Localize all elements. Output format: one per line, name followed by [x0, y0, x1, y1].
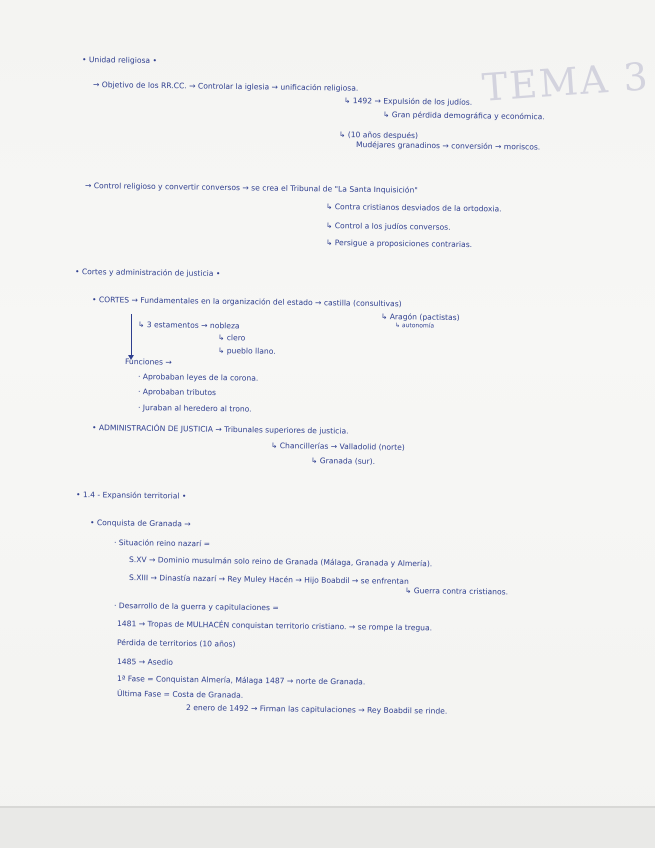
down-arrow-icon — [131, 314, 132, 358]
note-line: · Aprobaban leyes de la corona. — [137, 372, 259, 383]
note-line: ↳ Contra cristianos desviados de la ortodoxia. — [325, 202, 502, 214]
note-line: Última Fase = Costa de Granada. — [116, 689, 244, 700]
note-line: ↳ Guerra contra cristianos. — [404, 586, 509, 597]
section-heading: • 1.4 - Expansión territorial • — [75, 490, 187, 501]
note-line: Funciones → — [124, 357, 172, 367]
note-line: 1481 → Tropas de MULHACÉN conquistan territorio cristiano. → se rompe la tregua. — [116, 619, 433, 633]
note-line: ↳ pueblo llano. — [217, 346, 276, 356]
note-line: • Unidad religiosa • — [81, 55, 158, 66]
note-line: 1485 → Asedio — [116, 657, 173, 667]
note-line: ↳ Persigue a proposiciones contrarias. — [325, 238, 473, 250]
section-heading: • Cortes y administración de justicia • — [74, 267, 221, 279]
note-line: ↳ Chancillerías → Valladolid (norte) — [270, 441, 405, 452]
note-line: ↳ autonomía — [394, 322, 435, 330]
note-line: ↳ (10 años después) — [338, 130, 419, 141]
note-line: ↳ clero — [217, 333, 246, 343]
note-line: → Control religioso y convertir conversos → se crea el Tribunal de "La Santa Inquisición" — [84, 181, 418, 195]
note-line: → Objetivo de los RR.CC. → Controlar la iglesia → unificación religiosa. — [92, 80, 359, 93]
page-margin — [0, 808, 655, 848]
note-line: · Aprobaban tributos — [137, 387, 217, 398]
note-line: S.XIII → Dinastía nazarí → Rey Muley Hacén → Hijo Boabdil → se enfrentan — [128, 573, 409, 586]
note-line: 2 enero de 1492 → Firman las capitulaciones → Rey Boabdil se rinde. — [185, 703, 448, 716]
bleed-through-heading: TEMA 3 — [480, 54, 652, 110]
note-line: 1ª Fase = Conquistan Almería, Málaga 1487 → norte de Granada. — [116, 674, 366, 687]
note-line: ↳ Gran pérdida demográfica y económica. — [382, 110, 545, 122]
note-line: ↳ 1492 → Expulsión de los judíos. — [343, 96, 473, 107]
note-line: • ADMINISTRACIÓN DE JUSTICIA → Tribunales superiores de justicia. — [91, 423, 349, 436]
note-line: • CORTES → Fundamentales en la organización del estado → castilla (consultivas) — [91, 295, 402, 309]
note-line: S.XV → Dominio musulmán solo reino de Granada (Málaga, Granada y Almería). — [128, 555, 433, 569]
note-line: ↳ Control a los judíos conversos. — [325, 221, 451, 232]
note-line: ↳ 3 estamentos → nobleza — [137, 320, 240, 331]
note-line: · Juraban al heredero al trono. — [137, 403, 252, 414]
note-line: Mudéjares granadinos → conversión → moriscos. — [355, 140, 541, 152]
note-line: Pérdida de territorios (10 años) — [116, 638, 236, 649]
note-line: · Desarrollo de la guerra y capitulaciones = — [113, 601, 279, 613]
note-line: · Situación reino nazarí = — [113, 538, 211, 549]
note-line: ↳ Aragón (pactistas) — [380, 312, 460, 323]
note-line: • Conquista de Granada → — [89, 518, 191, 529]
note-line: ↳ Granada (sur). — [310, 456, 376, 466]
